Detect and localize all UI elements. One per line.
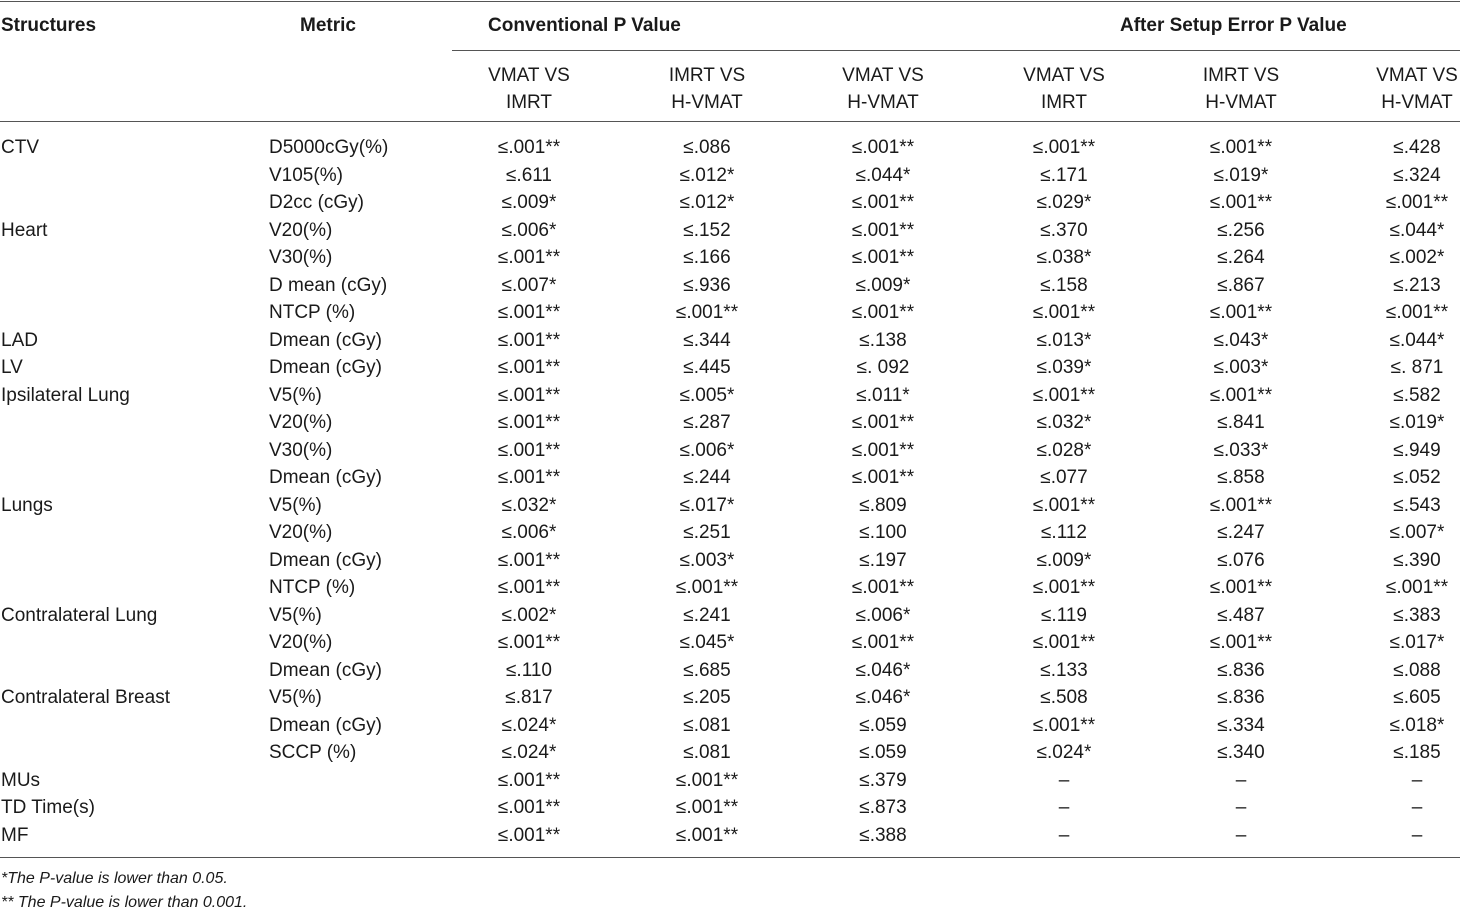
p-value-cell: ≤.809 — [859, 494, 907, 516]
p-value-cell: ≤.487 — [1217, 604, 1265, 626]
p-value-cell: ≤.032* — [501, 494, 557, 516]
p-value-cell: ≤.081 — [683, 714, 731, 736]
p-value-cell: ≤.001** — [675, 824, 739, 846]
table-row — [0, 767, 1460, 795]
p-value-cell: ≤.867 — [1217, 274, 1265, 296]
metric-cell: V20(%) — [269, 412, 333, 433]
table-row — [0, 657, 1460, 685]
p-value-cell: ≤.001** — [675, 797, 739, 818]
p-value-cell: ≤.001** — [1032, 494, 1096, 516]
header-conventional: Conventional P Value — [488, 15, 681, 36]
p-value-cell: ≤.032* — [1036, 412, 1092, 433]
p-value-cell: ≤.007* — [501, 274, 557, 296]
table-row — [0, 189, 1460, 217]
p-value-cell: ≤.334 — [1217, 714, 1265, 736]
p-value-cell: ≤.086 — [683, 137, 731, 158]
footnote-1: *The P-value is lower than 0.05. — [1, 870, 228, 887]
p-value-cell: ≤.171 — [1040, 164, 1088, 186]
p-value-cell: ≤.001** — [1209, 494, 1273, 516]
footnote-2: ** The P-value is lower than 0.001. — [1, 894, 248, 911]
p-value-cell: – — [1235, 824, 1247, 846]
subheader-col-6 — [1337, 62, 1460, 116]
metric-cell: NTCP (%) — [269, 302, 356, 323]
p-value-cell: ≤.009* — [1036, 549, 1092, 571]
p-value-cell: ≤.287 — [683, 412, 731, 433]
p-value-cell: ≤.001** — [497, 769, 561, 791]
table-row — [0, 712, 1460, 740]
metric-cell: V5(%) — [269, 604, 322, 626]
p-value-cell: ≤.077 — [1040, 467, 1088, 488]
p-value-cell: – — [1058, 824, 1070, 846]
subheader-col-5-line2: H-VMAT — [1205, 92, 1277, 113]
subheader-col-3 — [803, 62, 963, 116]
structure-cell: Ipsilateral Lung — [1, 384, 130, 406]
p-value-cell: ≤.009* — [501, 192, 557, 213]
p-value-cell: ≤.018* — [1389, 714, 1445, 736]
p-value-cell: ≤.013* — [1036, 329, 1092, 351]
p-value-cell: ≤.543 — [1393, 494, 1441, 516]
p-value-cell: ≤.001** — [1209, 137, 1273, 158]
structure-cell: MUs — [1, 769, 41, 791]
p-value-cell: ≤.841 — [1217, 412, 1265, 433]
p-value-cell: ≤.817 — [505, 687, 553, 708]
metric-cell: SCCP (%) — [269, 742, 357, 763]
p-value-cell: ≤.390 — [1393, 549, 1441, 571]
structure-cell: TD Time(s) — [1, 797, 95, 818]
p-value-cell: ≤.081 — [683, 742, 731, 763]
p-value-cell: ≤.002* — [1389, 247, 1445, 268]
p-value-cell: ≤.152 — [683, 219, 731, 241]
p-value-cell: ≤.017* — [679, 494, 735, 516]
p-value-cell: ≤.611 — [506, 164, 552, 186]
metric-cell: Dmean (cGy) — [269, 329, 382, 351]
metric-cell: NTCP (%) — [269, 577, 356, 598]
p-value-cell: ≤.936 — [683, 274, 731, 296]
p-value-cell: ≤.006* — [501, 522, 557, 543]
p-value-cell: ≤.256 — [1217, 219, 1265, 241]
p-value-cell: ≤.001** — [497, 549, 561, 571]
table-row — [0, 492, 1460, 520]
p-value-cell: ≤.001** — [851, 439, 915, 461]
header-metric: Metric — [300, 15, 356, 36]
p-value-cell: ≤.052 — [1393, 467, 1441, 488]
table-row — [0, 822, 1460, 850]
p-value-cell: ≤.024* — [1036, 742, 1092, 763]
metric-cell: D5000cGy(%) — [269, 137, 389, 158]
p-value-cell: ≤.001** — [675, 577, 739, 598]
p-value-cell: ≤.059 — [859, 714, 907, 736]
p-value-cell: ≤.264 — [1217, 247, 1265, 268]
subheader-col-1 — [449, 62, 609, 116]
table-row — [0, 519, 1460, 547]
subheader-col-1-line2: IMRT — [505, 92, 553, 113]
table-row — [0, 574, 1460, 602]
p-value-cell: ≤.038* — [1036, 247, 1092, 268]
p-value-cell: ≤.006* — [855, 604, 911, 626]
table-row — [0, 437, 1460, 465]
p-value-cell: ≤.445 — [683, 357, 731, 378]
p-value-cell: ≤.039* — [1036, 357, 1092, 378]
subheader-col-3-line2: H-VMAT — [847, 92, 919, 113]
p-value-cell: ≤.379 — [859, 769, 907, 791]
p-value-cell: ≤.340 — [1217, 742, 1265, 763]
p-value-cell: ≤.110 — [506, 659, 552, 681]
p-value-cell: ≤.251 — [683, 522, 731, 543]
p-value-cell: ≤.024* — [501, 742, 557, 763]
p-value-cell: ≤.001** — [1032, 302, 1096, 323]
subheader-col-6-line1: VMAT VS — [1376, 65, 1458, 86]
p-value-cell: ≤.017* — [1389, 632, 1445, 653]
metric-cell: Dmean (cGy) — [269, 357, 382, 378]
p-value-cell: ≤.949 — [1393, 439, 1441, 461]
p-value-cell: ≤.166 — [683, 247, 731, 268]
p-value-cell: ≤.001** — [1032, 137, 1096, 158]
p-value-cell: ≤.197 — [859, 549, 907, 571]
table-row — [0, 244, 1460, 272]
metric-cell: V20(%) — [269, 522, 333, 543]
p-value-cell: ≤.001** — [497, 632, 561, 653]
metric-cell: Dmean (cGy) — [269, 714, 382, 736]
subheader-col-2 — [627, 62, 787, 116]
p-value-cell: ≤.001** — [1209, 302, 1273, 323]
p-value-cell: ≤.001** — [497, 384, 561, 406]
p-value-cell: ≤.001** — [497, 302, 561, 323]
p-value-cell: ≤.044* — [1389, 329, 1445, 351]
subheader-col-4-line1: VMAT VS — [1023, 65, 1105, 86]
metric-cell: V5(%) — [269, 687, 322, 708]
p-value-cell: ≤. 092 — [856, 357, 910, 378]
table-row — [0, 217, 1460, 245]
table-row — [0, 272, 1460, 300]
structure-cell: Contralateral Breast — [1, 687, 170, 708]
bottom-rule — [0, 857, 1460, 858]
structure-cell: Lungs — [1, 494, 53, 516]
p-value-cell: ≤.241 — [683, 604, 731, 626]
p-value-cell: ≤.582 — [1393, 384, 1441, 406]
subheader-col-5 — [1161, 62, 1321, 116]
table-row — [0, 327, 1460, 355]
p-value-cell: ≤.001** — [851, 247, 915, 268]
metric-cell: Dmean (cGy) — [269, 467, 382, 488]
p-value-cell: – — [1058, 769, 1070, 791]
p-value-cell: ≤.001** — [497, 137, 561, 158]
table-row — [0, 684, 1460, 712]
p-value-cell: ≤.428 — [1393, 137, 1441, 158]
subheader-col-1-line1: VMAT VS — [488, 65, 570, 86]
p-value-cell: ≤.112 — [1041, 522, 1087, 543]
metric-cell: V30(%) — [269, 247, 333, 268]
p-value-cell: ≤.029* — [1036, 192, 1092, 213]
structure-cell: Contralateral Lung — [1, 604, 158, 626]
p-value-cell: ≤.370 — [1040, 219, 1088, 241]
p-value-cell: ≤.005* — [679, 384, 735, 406]
p-value-cell: ≤.605 — [1393, 687, 1441, 708]
p-value-cell: ≤.011* — [856, 384, 910, 406]
metric-cell: Dmean (cGy) — [269, 549, 382, 571]
p-value-cell: – — [1235, 769, 1247, 791]
p-value-cell: ≤.001** — [497, 412, 561, 433]
table-row — [0, 162, 1460, 190]
p-value-cell: ≤.001** — [851, 137, 915, 158]
p-value-cell: ≤.213 — [1393, 274, 1441, 296]
table-row — [0, 354, 1460, 382]
p-value-cell: ≤.836 — [1217, 659, 1265, 681]
p-value-cell: ≤.001** — [1032, 577, 1096, 598]
subheader-col-3-line1: VMAT VS — [842, 65, 924, 86]
metric-cell: D mean (cGy) — [269, 274, 388, 296]
p-value-cell: ≤.001** — [675, 302, 739, 323]
p-value-cell: – — [1411, 824, 1423, 846]
p-value-cell: ≤.012* — [679, 192, 735, 213]
top-rule — [0, 1, 1460, 2]
p-value-cell: ≤.009* — [855, 274, 911, 296]
p-value-cell: ≤. 871 — [1390, 357, 1444, 378]
p-value-cell: ≤.006* — [501, 219, 557, 241]
p-value-cell: ≤.836 — [1217, 687, 1265, 708]
p-value-cell: ≤.001** — [1209, 384, 1273, 406]
p-value-cell: ≤.508 — [1040, 687, 1088, 708]
table-row — [0, 602, 1460, 630]
p-value-cell: ≤.007* — [1389, 522, 1445, 543]
metric-cell: D2cc (cGy) — [269, 192, 364, 213]
p-value-cell: ≤.001** — [1209, 192, 1273, 213]
table-row — [0, 464, 1460, 492]
p-value-cell: ≤.158 — [1040, 274, 1088, 296]
structure-cell: LAD — [1, 329, 38, 351]
p-value-cell: ≤.001** — [1209, 632, 1273, 653]
subheader-col-4-line2: IMRT — [1040, 92, 1088, 113]
p-value-cell: ≤.185 — [1393, 742, 1441, 763]
subheader-col-2-line2: H-VMAT — [671, 92, 743, 113]
metric-cell: V5(%) — [269, 384, 322, 406]
p-value-cell: ≤.002* — [501, 604, 557, 626]
subheader-col-2-line1: IMRT VS — [668, 65, 746, 86]
p-value-cell: – — [1411, 797, 1423, 818]
p-value-cell: ≤.006* — [679, 439, 735, 461]
p-value-cell: ≤.205 — [683, 687, 731, 708]
structure-cell: Heart — [1, 219, 48, 241]
p-value-cell: ≤.001** — [851, 412, 915, 433]
p-value-cell: ≤.138 — [859, 329, 907, 351]
p-value-cell: ≤.076 — [1217, 549, 1265, 571]
p-value-cell: ≤.119 — [1041, 604, 1087, 626]
p-value-cell: ≤.001** — [1209, 577, 1273, 598]
metric-cell: V20(%) — [269, 219, 333, 241]
p-value-cell: ≤.383 — [1393, 604, 1441, 626]
table-row — [0, 382, 1460, 410]
structure-cell: LV — [1, 357, 23, 378]
p-value-cell: ≤.088 — [1393, 659, 1441, 681]
p-value-cell: ≤.019* — [1213, 164, 1269, 186]
p-value-cell: ≤.046* — [855, 659, 911, 681]
header-structures: Structures — [1, 15, 97, 36]
p-value-cell: ≤.247 — [1217, 522, 1265, 543]
p-value-cell: ≤.001** — [851, 577, 915, 598]
p-value-cell: ≤.044* — [855, 164, 911, 186]
p-value-cell: ≤.858 — [1217, 467, 1265, 488]
p-value-cell: ≤.344 — [683, 329, 731, 351]
table-row — [0, 134, 1460, 162]
structure-cell: CTV — [1, 137, 39, 158]
p-value-cell: ≤.873 — [859, 797, 907, 818]
p-value-cell: ≤.001** — [497, 247, 561, 268]
p-value-cell: – — [1058, 797, 1070, 818]
p-value-cell: ≤.001** — [851, 632, 915, 653]
p-value-cell: ≤.001** — [1032, 384, 1096, 406]
p-value-cell: ≤.001** — [1385, 192, 1449, 213]
p-value-cell: ≤.001** — [851, 192, 915, 213]
p-value-cell: ≤.001** — [497, 797, 561, 818]
p-value-cell: ≤.001** — [851, 302, 915, 323]
p-value-cell: – — [1235, 797, 1247, 818]
p-value-cell: ≤.001** — [497, 467, 561, 488]
table-row — [0, 409, 1460, 437]
p-value-cell: ≤.012* — [679, 164, 735, 186]
p-value-cell: ≤.024* — [501, 714, 557, 736]
table-row — [0, 547, 1460, 575]
p-value-cell: ≤.019* — [1389, 412, 1445, 433]
table-row — [0, 794, 1460, 822]
group-rule — [452, 50, 1460, 51]
p-value-cell: ≤.003* — [1213, 357, 1269, 378]
header-after-setup: After Setup Error P Value — [1120, 15, 1347, 36]
subheader-col-6-line2: H-VMAT — [1381, 92, 1453, 113]
p-value-cell: ≤.001** — [851, 467, 915, 488]
p-value-cell: ≤.045* — [679, 632, 735, 653]
metric-cell: V5(%) — [269, 494, 322, 516]
p-value-cell: ≤.028* — [1036, 439, 1092, 461]
table-row — [0, 739, 1460, 767]
p-value-cell: ≤.244 — [683, 467, 731, 488]
p-value-cell: ≤.046* — [855, 687, 911, 708]
p-value-cell: ≤.001** — [675, 769, 739, 791]
p-value-cell: ≤.388 — [859, 824, 907, 846]
p-value-cell: ≤.001** — [497, 357, 561, 378]
p-value-cell: ≤.001** — [1385, 302, 1449, 323]
p-value-cell: ≤.059 — [859, 742, 907, 763]
metric-cell: V20(%) — [269, 632, 333, 653]
table-row — [0, 629, 1460, 657]
p-value-cell: ≤.324 — [1393, 164, 1441, 186]
p-value-cell: ≤.001** — [1032, 714, 1096, 736]
p-value-cell: ≤.133 — [1040, 659, 1088, 681]
metric-cell: V30(%) — [269, 439, 333, 461]
p-value-cell: – — [1411, 769, 1423, 791]
subheader-col-5-line1: IMRT VS — [1202, 65, 1280, 86]
p-value-cell: ≤.044* — [1389, 219, 1445, 241]
p-value-cell: ≤.001** — [497, 824, 561, 846]
p-value-cell: ≤.001** — [497, 577, 561, 598]
p-value-cell: ≤.100 — [859, 522, 907, 543]
header-rule — [0, 121, 1460, 122]
p-value-cell: ≤.033* — [1213, 439, 1269, 461]
subheader-col-4 — [984, 62, 1144, 116]
p-value-cell: ≤.001** — [497, 329, 561, 351]
metric-cell: Dmean (cGy) — [269, 659, 382, 681]
p-value-cell: ≤.043* — [1213, 329, 1269, 351]
structure-cell: MF — [1, 824, 29, 846]
metric-cell: V105(%) — [269, 164, 343, 186]
p-value-cell: ≤.001** — [1032, 632, 1096, 653]
p-value-cell: ≤.685 — [683, 659, 731, 681]
p-value-cell: ≤.003* — [679, 549, 735, 571]
p-value-cell: ≤.001** — [851, 219, 915, 241]
p-value-cell: ≤.001** — [1385, 577, 1449, 598]
p-value-cell: ≤.001** — [497, 439, 561, 461]
table-row — [0, 299, 1460, 327]
